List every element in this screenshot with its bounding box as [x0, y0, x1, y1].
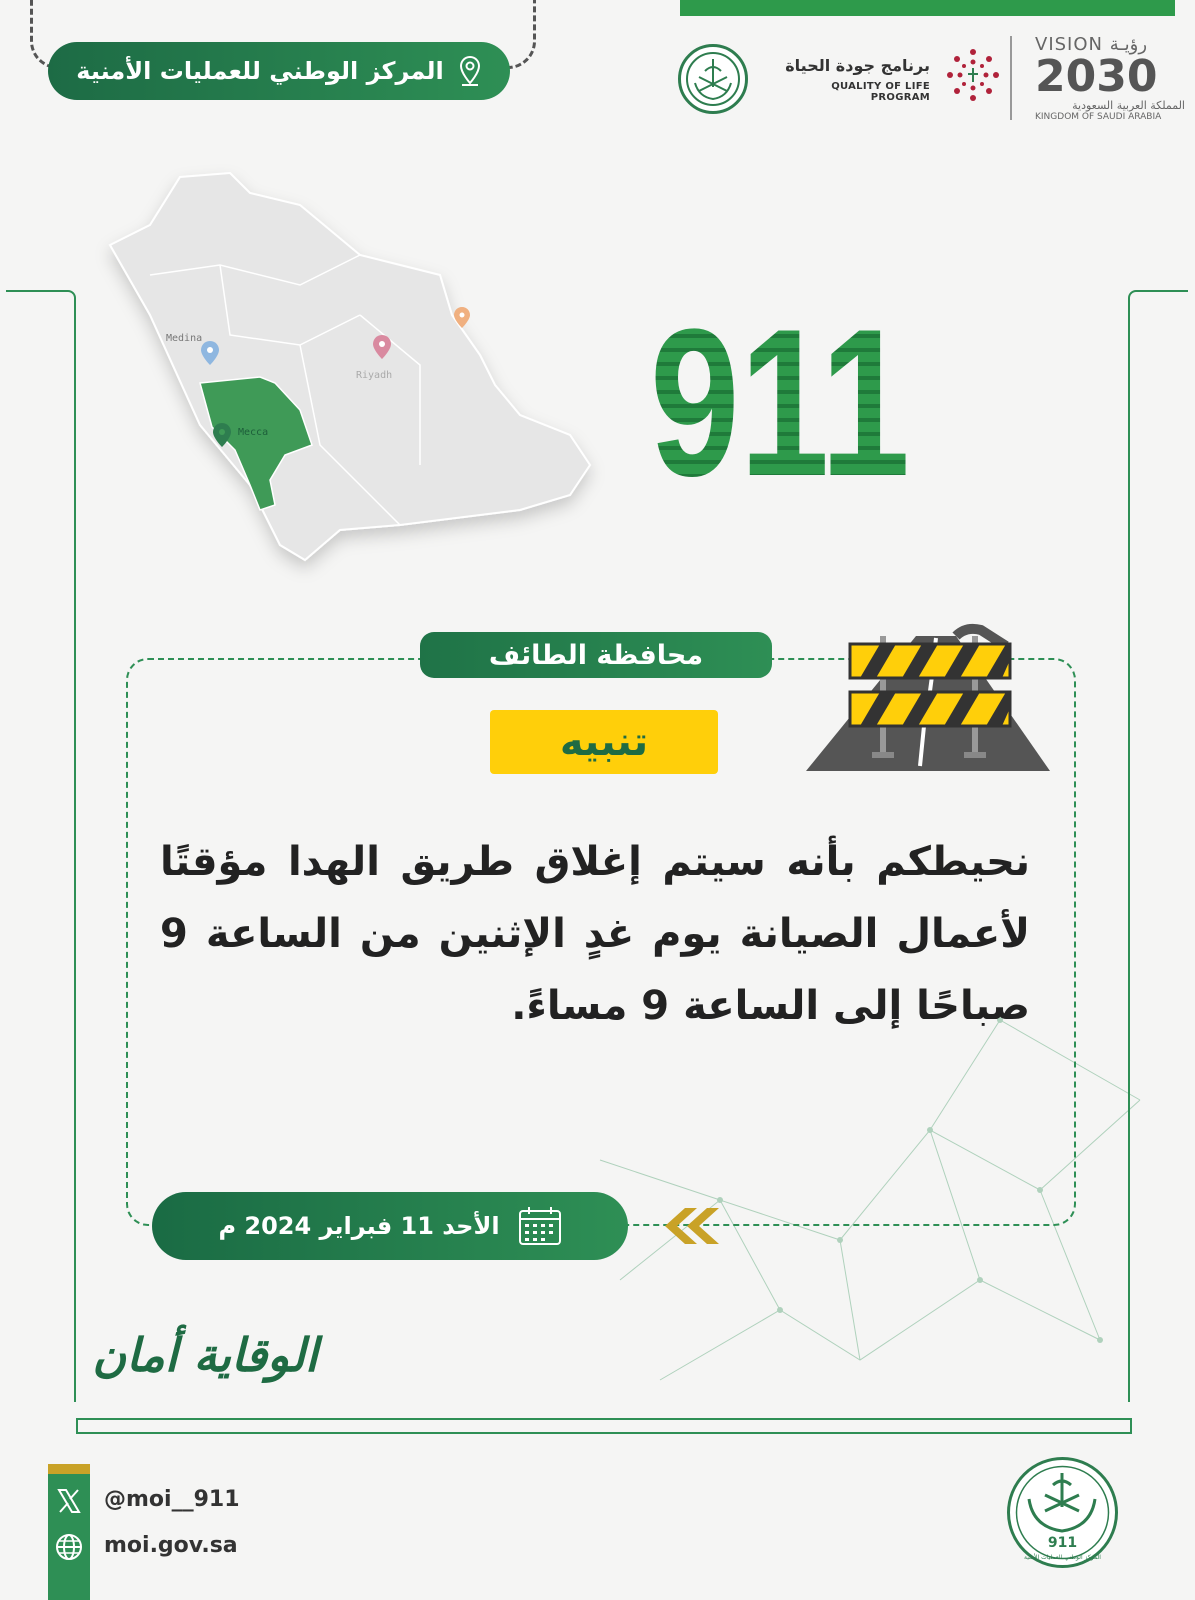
- map-label-mecca: Mecca: [238, 427, 269, 438]
- center-name-pill: [48, 42, 510, 100]
- map-label-riyadh: Riyadh: [356, 370, 393, 381]
- frame-bottom-line: [76, 1418, 1132, 1434]
- website-link[interactable]: moi.gov.sa: [104, 1533, 238, 1558]
- top-accent-bar: [680, 0, 1175, 16]
- slogan-calligraphy: الوقاية أمان: [92, 1328, 318, 1382]
- road-barrier-icon: [806, 626, 1050, 776]
- location-pin-icon: [458, 55, 482, 87]
- qol-arabic: برنامج جودة الحياة: [785, 56, 930, 75]
- frame-left-line: [6, 290, 76, 1402]
- map-country-shape: [110, 173, 590, 560]
- quality-of-life-text: [770, 56, 930, 103]
- x-logo-icon[interactable]: [54, 1486, 84, 1516]
- national-security-center-seal: [1005, 1455, 1120, 1570]
- seal-text: المركز الوطني للعمليات الأمنية: [1024, 1554, 1101, 1561]
- alert-badge: [490, 710, 718, 774]
- center-name: المركز الوطني للعمليات الأمنية: [76, 57, 444, 85]
- region-name: محافظة الطائف: [488, 639, 704, 671]
- vision-2030-logo: [1035, 34, 1185, 122]
- chevrons-left-icon: [655, 1204, 719, 1248]
- footer-gold-accent: [48, 1464, 90, 1474]
- qol-english: QUALITY OF LIFE PROGRAM: [831, 81, 930, 103]
- logo-divider: [1010, 36, 1012, 120]
- social-handle-link[interactable]: @moi__911: [104, 1487, 240, 1512]
- saudi-map: [100, 165, 610, 585]
- quality-of-life-logo-icon: [942, 44, 1004, 106]
- vision-country-ar: المملكة العربية السعودية: [1072, 99, 1185, 112]
- alert-label: تنبيه: [559, 719, 649, 765]
- moi-emblem-icon: [678, 44, 748, 114]
- region-pill: [420, 632, 772, 678]
- vision-label: VISION رؤيـة: [1035, 34, 1148, 55]
- date-pill: [152, 1192, 628, 1260]
- date-text: الأحد 11 فبراير 2024 م: [218, 1212, 500, 1240]
- vision-year: 2030: [1035, 51, 1158, 102]
- globe-icon[interactable]: [54, 1532, 84, 1562]
- announcement-message: نحيطكم بأنه سيتم إغلاق طريق الهدا مؤقتًا لأعمال الصيانة يوم غدٍ الإثنين من الساعة 9 صباحًا إلى الساعة 9 مساءً.: [160, 839, 1030, 1029]
- seal-number: 911: [1047, 1535, 1078, 1551]
- emergency-number-text: 911: [650, 285, 910, 520]
- map-label-medina: Medina: [166, 333, 203, 344]
- calendar-icon: [518, 1206, 562, 1246]
- vision-country-en: KINGDOM OF SAUDI ARABIA: [1035, 112, 1162, 122]
- emergency-number-911: [650, 285, 920, 520]
